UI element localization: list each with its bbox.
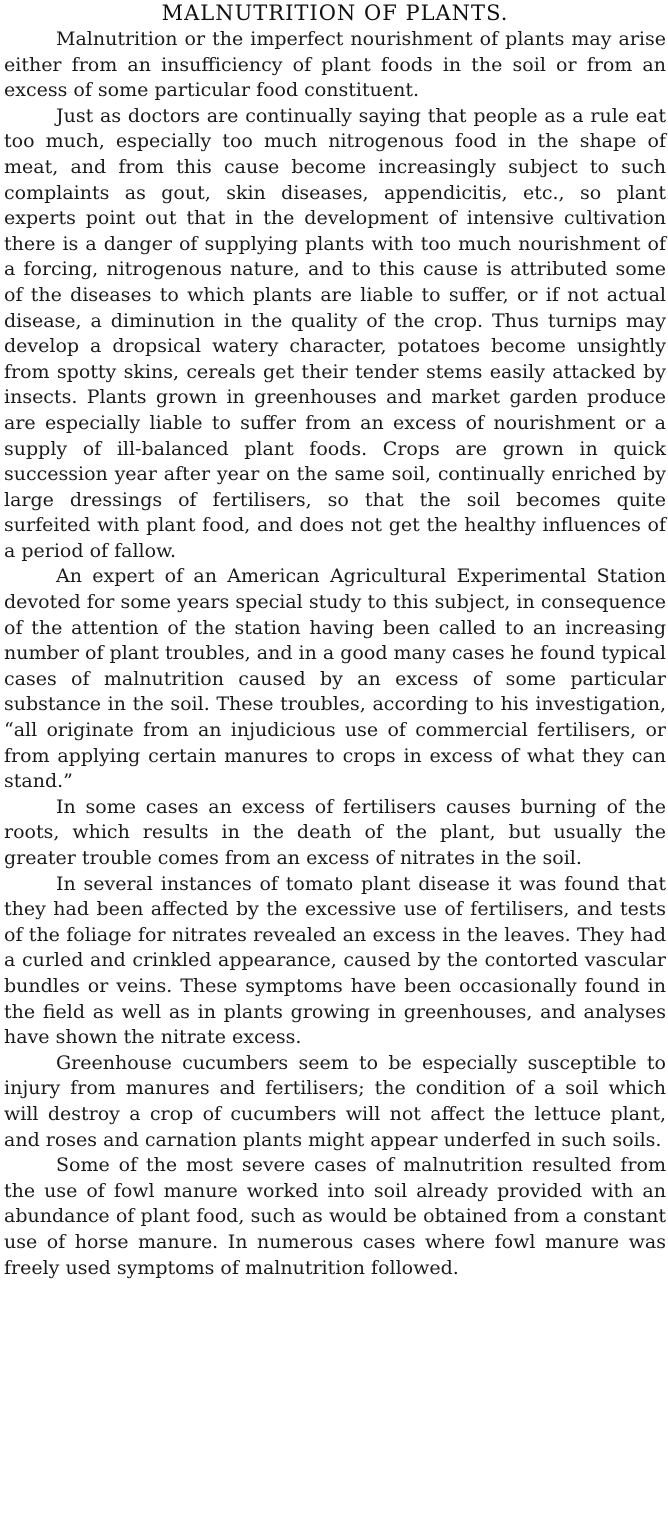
paragraph-6: Greenhouse cucumbers seem to be especially susceptible to injury from manures and fertilisers; the condition of a soil which will destroy a crop of cucumbers will not affect the lettuce plant, and roses and carnation plants might appear underfed in such soils. bbox=[4, 1051, 666, 1151]
article-body bbox=[4, 27, 666, 1281]
article-title: MALNUTRITION OF PLANTS. bbox=[161, 1, 509, 25]
paragraph-5: In several instances of tomato plant disease it was found that they had been affected by the excessive use of fertilisers, and tests of the foliage for nitrates revealed an excess in the leaves. They had a curled and crinkled appearance, caused by the contorted vascular bundles or veins. These symptoms have been occasionally found in the field as well as in plants growing in greenhouses, and analyses have shown the nitrate excess. bbox=[4, 872, 666, 1049]
paragraph-3: An expert of an American Agricultural Experimental Station devoted for some years special study to this subject, in consequence of the attention of the station having been called to an increasing number of plant troubles, and in a good many cases he found typical cases of malnutrition caused by an excess of some particular substance in the soil. These troubles, according to his investigation, “all originate from an injudicious use of commercial fertilisers, or from applying certain manures to crops in excess of what they can stand.” bbox=[4, 565, 666, 793]
paragraph-1: Malnutrition or the imperfect nourishment of plants may arise either from an insufficiency of plant foods in the soil or from an excess of some particular food constituent. bbox=[4, 28, 666, 102]
paragraph-2: Just as doctors are continually saying that people as a rule eat too much, especially too much nitrogenous food in the shape of meat, and from this cause become increasingly subject to such complaints as gout, skin diseases, appendicitis, etc., so plant experts point out that in the development of intensive cultivation there is a danger of supplying plants with too much nourishment of a forcing, nitrogenous nature, and to this cause is attributed some of the diseases to which plants are liable to suffer, or if not actual disease, a diminution in the quality of the crop. Thus turnips may develop a dropsical watery character, potatoes become unsightly from spotty skins, cereals get their tender stems easily attacked by insects. Plants grown in greenhouses and market garden produce are especially liable to suffer from an excess of nourishment or a supply of ill-balanced plant foods. Crops are grown in quick succession year after year on the same soil, continually enriched by large dressings of fertilisers, so that the soil becomes quite surfeited with plant food, and does not get the healthy influences of a period of fallow. bbox=[4, 104, 666, 562]
paragraph-4: In some cases an excess of fertilisers causes burning of the roots, which results in the death of the plant, but usually the greater trouble comes from an excess of nitrates in the soil. bbox=[4, 795, 666, 869]
paragraph-7: Some of the most severe cases of malnutrition resulted from the use of fowl manure worked into soil already provided with an abundance of plant food, such as would be obtained from a constant use of horse manure. In numerous cases where fowl manure was freely used symptoms of malnutrition followed. bbox=[4, 1154, 666, 1279]
